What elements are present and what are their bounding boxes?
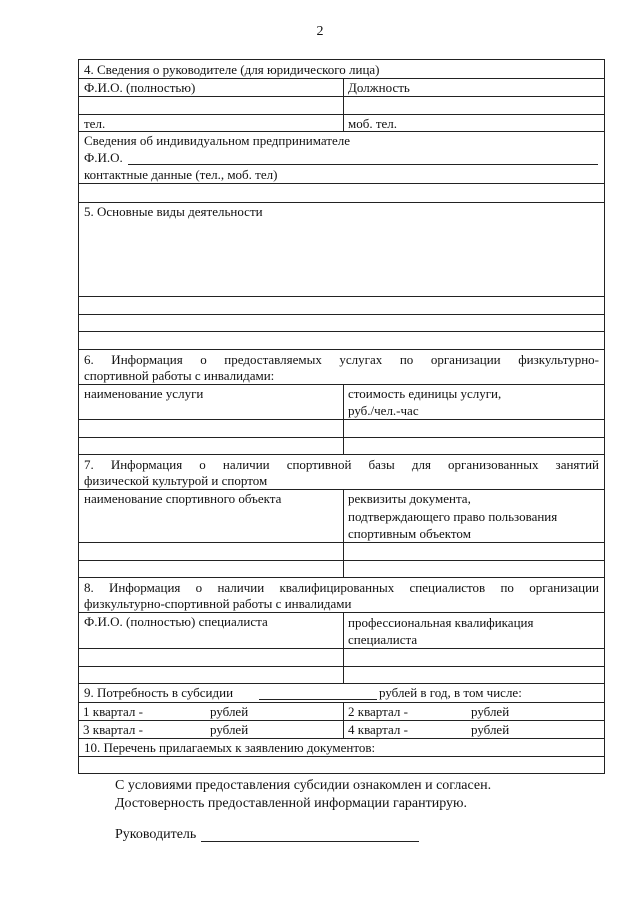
section-10-title: 10. Перечень прилагаемых к заявлению документов:: [84, 740, 376, 755]
divider: [79, 437, 604, 438]
mobile-label: моб. тел.: [348, 116, 398, 131]
column-divider: [343, 384, 344, 455]
divider: [79, 648, 604, 649]
q2-label: 2 квартал -: [348, 704, 408, 719]
q3-label: 3 квартал -: [83, 722, 143, 737]
divider: [79, 296, 604, 297]
section-6-title-cont: спортивной работы с инвалидами:: [84, 368, 275, 383]
accuracy-statement: Достоверность предоставленной информации гарантирую.: [115, 796, 468, 811]
service-cost-unit: руб./чел.-час: [348, 403, 419, 418]
section-5-title: 5. Основные виды деятельности: [84, 204, 263, 219]
divider: [79, 666, 604, 667]
divider: [79, 314, 604, 315]
ip-fio-label: Ф.И.О.: [84, 150, 123, 165]
service-cost-header: стоимость единицы услуги,: [348, 386, 502, 401]
subsidy-amount-underline: [259, 699, 377, 700]
ip-heading: Сведения об индивидуальном предпринимателе: [84, 133, 351, 148]
section-7-title-cont: физической культурой и спортом: [84, 473, 268, 488]
section-9-table: [78, 683, 605, 739]
position-header: Должность: [348, 80, 410, 95]
phone-label: тел.: [84, 116, 106, 131]
divider: [79, 756, 604, 757]
section-4-title: 4. Сведения о руководителе (для юридического лица): [84, 62, 380, 77]
q1-rub: рублей: [210, 704, 249, 719]
page-number: 2: [316, 24, 324, 39]
divider: [79, 702, 604, 703]
divider: [79, 419, 604, 420]
document-details-header: реквизиты документа,: [348, 491, 471, 506]
section-7-table: [78, 454, 605, 578]
q2-rub: рублей: [471, 704, 510, 719]
specialist-fio-header: Ф.И.О. (полностью) специалиста: [84, 614, 268, 629]
divider: [79, 78, 604, 79]
column-divider: [343, 78, 344, 131]
divider: [79, 384, 604, 385]
qualification-header: профессиональная квалификация: [348, 615, 534, 630]
divider: [79, 612, 604, 613]
divider: [79, 96, 604, 97]
q3-rub: рублей: [210, 722, 249, 737]
section-6-table: [78, 349, 605, 455]
service-name-header: наименование услуги: [84, 386, 204, 401]
agreement-statement: С условиями предоставления субсидии ознакомлен и согласен.: [115, 778, 492, 793]
subsidy-need-label: 9. Потребность в субсидии: [84, 685, 234, 700]
ip-contacts-label: контактные данные (тел., моб. тел): [84, 167, 278, 182]
document-details-header-3: спортивным объектом: [348, 526, 471, 541]
signature-line[interactable]: [201, 841, 419, 842]
ip-fio-underline: [128, 164, 598, 165]
divider: [79, 720, 604, 721]
section-7-title: 7. Информация о наличии спортивной базы для организованных занятий: [84, 457, 599, 472]
q4-label: 4 квартал -: [348, 722, 408, 737]
document-details-header-2: подтверждающего право пользования: [348, 509, 558, 524]
divider: [79, 131, 604, 132]
divider: [79, 560, 604, 561]
column-divider: [343, 489, 344, 577]
section-5-table: [78, 202, 605, 350]
divider: [79, 114, 604, 115]
sport-object-header: наименование спортивного объекта: [84, 491, 282, 506]
qualification-header-2: специалиста: [348, 632, 418, 647]
subsidy-need-suffix: рублей в год, в том числе:: [379, 685, 522, 700]
section-8-table: [78, 577, 605, 684]
q1-label: 1 квартал -: [83, 704, 143, 719]
fio-header: Ф.И.О. (полностью): [84, 80, 196, 95]
section-8-title: 8. Информация о наличии квалифицированных специалистов по организации: [84, 580, 599, 595]
section-8-title-cont: физкультурно-спортивной работы с инвалидами: [84, 596, 352, 611]
section-10-table: [78, 738, 605, 774]
column-divider: [343, 721, 344, 738]
section-6-title: 6. Информация о предоставляемых услугах по организации физкультурно-: [84, 352, 599, 367]
column-divider: [343, 702, 344, 720]
divider: [79, 542, 604, 543]
divider: [79, 489, 604, 490]
q4-rub: рублей: [471, 722, 510, 737]
divider: [79, 331, 604, 332]
section-4-table: [78, 59, 605, 184]
column-divider: [343, 612, 344, 683]
blank-strip: [78, 183, 605, 203]
signature-label: Руководитель: [115, 827, 197, 842]
